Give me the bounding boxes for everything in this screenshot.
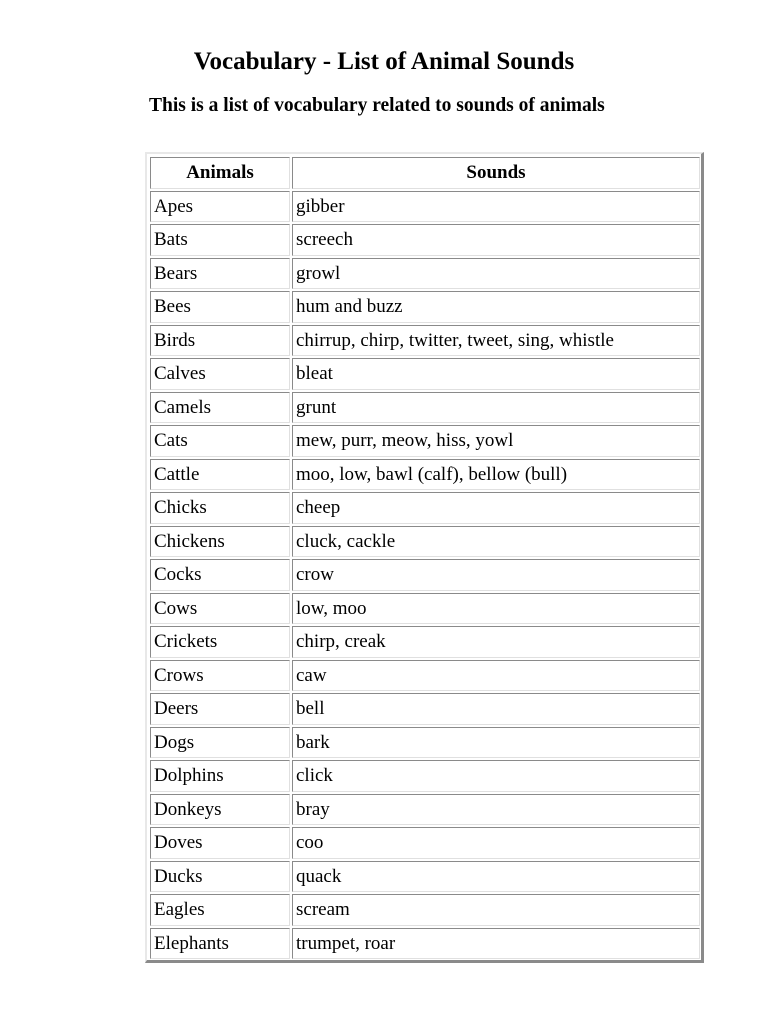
table-row (150, 894, 700, 926)
animal-cell: Donkeys (150, 794, 290, 826)
sound-cell: growl (292, 258, 700, 290)
table-row (150, 191, 700, 223)
table-row (150, 593, 700, 625)
header-animals: Animals (150, 157, 290, 189)
sound-cell: scream (292, 894, 700, 926)
sound-cell: chirp, creak (292, 626, 700, 658)
sound-cell: chirrup, chirp, twitter, tweet, sing, whistle (292, 325, 700, 357)
sound-cell: grunt (292, 392, 700, 424)
sound-cell: bark (292, 727, 700, 759)
animal-cell: Calves (150, 358, 290, 390)
animal-cell: Birds (150, 325, 290, 357)
table-row (150, 693, 700, 725)
table-row (150, 258, 700, 290)
page-title: Vocabulary - List of Animal Sounds (193, 48, 575, 75)
sound-cell: bray (292, 794, 700, 826)
sound-cell: screech (292, 224, 700, 256)
table-row (150, 492, 700, 524)
animal-cell: Cows (150, 593, 290, 625)
animal-cell: Dogs (150, 727, 290, 759)
animal-cell: Deers (150, 693, 290, 725)
vocabulary-table-frame (145, 152, 704, 963)
sound-cell: moo, low, bawl (calf), bellow (bull) (292, 459, 700, 491)
sound-cell: gibber (292, 191, 700, 223)
page-subtitle: This is a list of vocabulary related to sounds of animals (149, 95, 605, 116)
table-row (150, 928, 700, 960)
animal-cell: Crickets (150, 626, 290, 658)
table-header (150, 157, 700, 189)
table-row (150, 325, 700, 357)
animal-cell: Ducks (150, 861, 290, 893)
table-row (150, 827, 700, 859)
table-row (150, 459, 700, 491)
table-row (150, 392, 700, 424)
sound-cell: cluck, cackle (292, 526, 700, 558)
table-row (150, 425, 700, 457)
sound-cell: bleat (292, 358, 700, 390)
animal-cell: Bears (150, 258, 290, 290)
animal-cell: Cattle (150, 459, 290, 491)
table-row (150, 794, 700, 826)
table-row (150, 626, 700, 658)
vocabulary-table (148, 155, 702, 961)
animal-cell: Camels (150, 392, 290, 424)
animal-cell: Chickens (150, 526, 290, 558)
animal-cell: Bees (150, 291, 290, 323)
animal-cell: Bats (150, 224, 290, 256)
table-row (150, 861, 700, 893)
animal-cell: Cats (150, 425, 290, 457)
table-row (150, 727, 700, 759)
animal-cell: Dolphins (150, 760, 290, 792)
table-row (150, 660, 700, 692)
sound-cell: coo (292, 827, 700, 859)
sound-cell: click (292, 760, 700, 792)
table-row (150, 291, 700, 323)
animal-cell: Eagles (150, 894, 290, 926)
animal-cell: Apes (150, 191, 290, 223)
animal-cell: Cocks (150, 559, 290, 591)
sound-cell: mew, purr, meow, hiss, yowl (292, 425, 700, 457)
animal-cell: Elephants (150, 928, 290, 960)
header-sounds: Sounds (292, 157, 700, 189)
animal-cell: Crows (150, 660, 290, 692)
animal-cell: Chicks (150, 492, 290, 524)
header-row (150, 157, 700, 189)
table-row (150, 224, 700, 256)
sound-cell: caw (292, 660, 700, 692)
sound-cell: crow (292, 559, 700, 591)
table-row (150, 760, 700, 792)
sound-cell: bell (292, 693, 700, 725)
sound-cell: quack (292, 861, 700, 893)
animal-cell: Doves (150, 827, 290, 859)
table-row (150, 526, 700, 558)
sound-cell: hum and buzz (292, 291, 700, 323)
sound-cell: cheep (292, 492, 700, 524)
sound-cell: trumpet, roar (292, 928, 700, 960)
table-row (150, 358, 700, 390)
table-body (150, 191, 700, 960)
table-row (150, 559, 700, 591)
sound-cell: low, moo (292, 593, 700, 625)
